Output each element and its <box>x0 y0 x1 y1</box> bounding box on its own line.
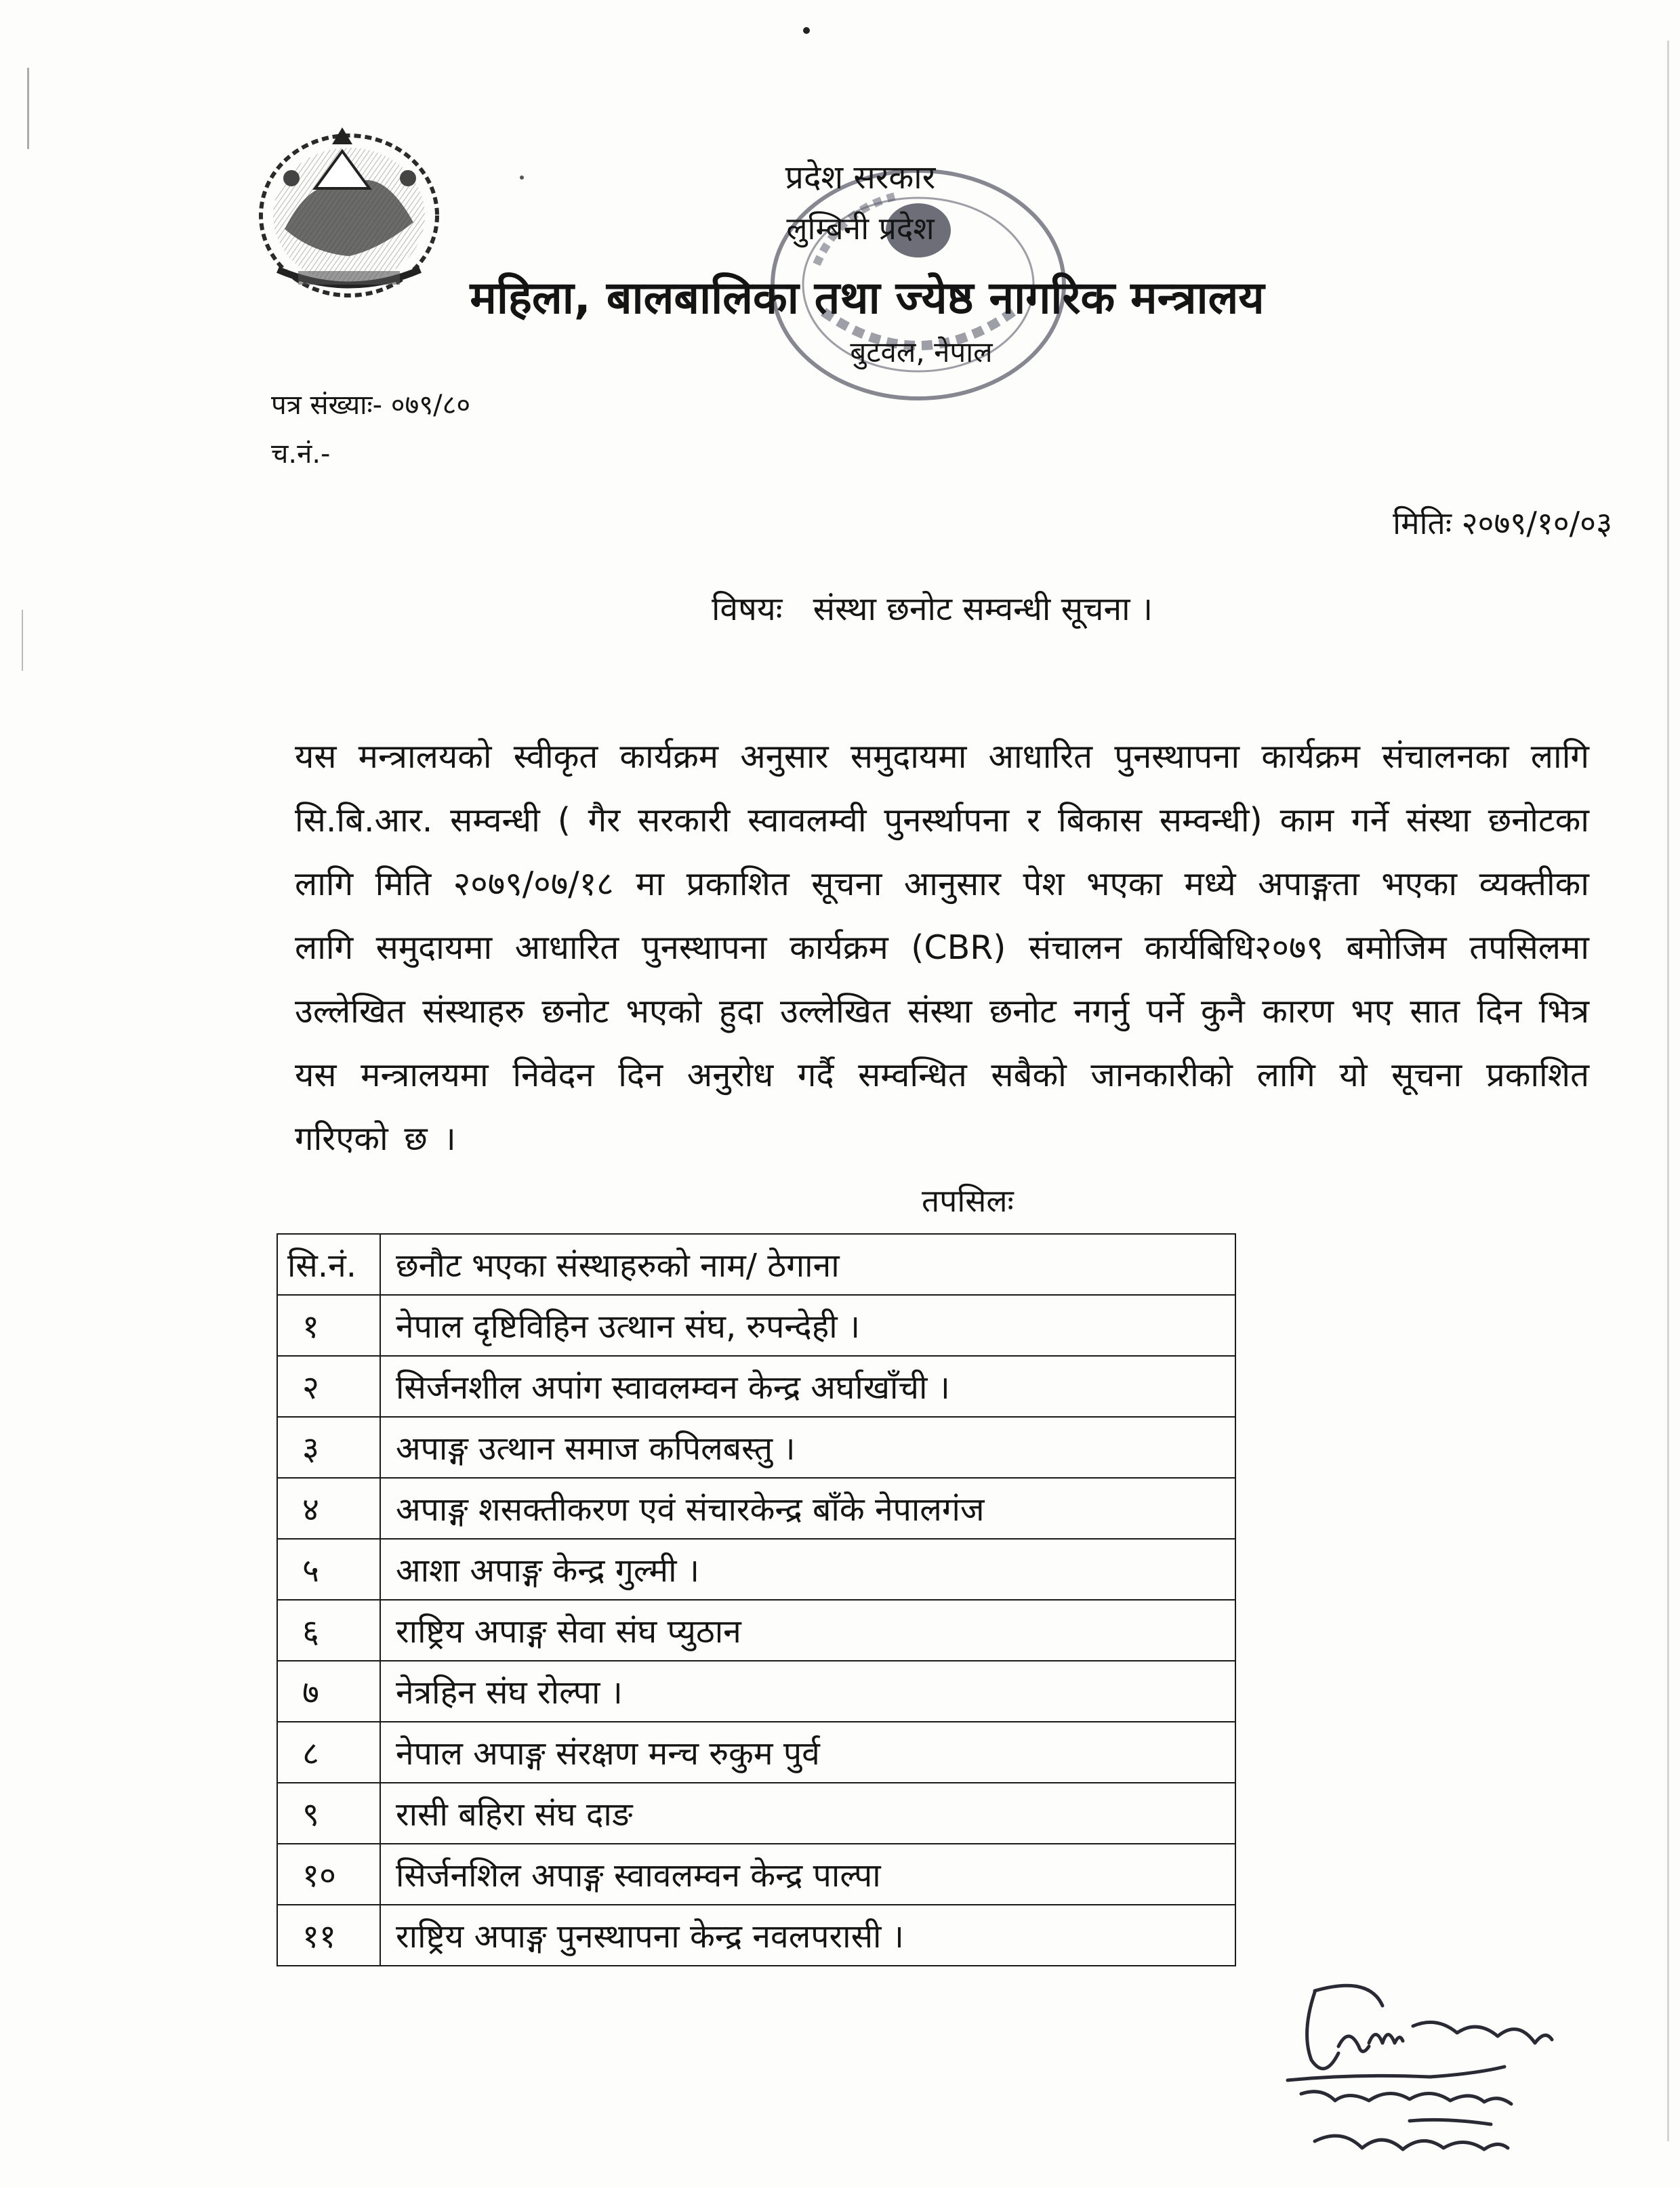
organization-name: अपाङ्ग शसक्तीकरण एवं संचारकेन्द्र बाँके नेपालगंज <box>380 1478 1235 1539</box>
table-row <box>277 1356 1235 1417</box>
letter-date: मितिः २०७९/१०/०३ <box>1393 505 1612 541</box>
organization-name: रासी बहिरा संघ दाङ <box>380 1783 1235 1844</box>
organization-name: अपाङ्ग उत्थान समाज कपिलबस्तु । <box>380 1417 1235 1478</box>
table-row <box>277 1478 1235 1539</box>
row-number: ११ <box>277 1905 380 1966</box>
organization-name: नेपाल अपाङ्ग संरक्षण मन्च रुकुम पुर्व <box>380 1722 1235 1783</box>
table-row <box>277 1417 1235 1478</box>
list-title: तपसिलः <box>922 1182 1014 1219</box>
table-row <box>277 1661 1235 1722</box>
table-row <box>277 1539 1235 1600</box>
row-number: ३ <box>277 1417 380 1478</box>
header-ministry: महिला, बालबालिका तथा ज्येष्ठ नागरिक मन्त्रालय <box>470 272 1265 324</box>
header-government: प्रदेश सरकार <box>785 159 936 197</box>
subject-text: संस्था छनोट सम्वन्धी सूचना । <box>813 590 1153 628</box>
row-number: ९ <box>277 1783 380 1844</box>
organization-name: राष्ट्रिय अपाङ्ग पुनस्थापना केन्द्र नवलपरासी । <box>380 1905 1235 1966</box>
table-row <box>277 1844 1235 1905</box>
row-number: १० <box>277 1844 380 1905</box>
row-number: ७ <box>277 1661 380 1722</box>
organization-name: सिर्जनशील अपांग स्वावलम्वन केन्द्र अर्घाखाँची । <box>380 1356 1235 1417</box>
subject-label: विषयः <box>712 590 783 628</box>
row-number: १ <box>277 1295 380 1356</box>
organization-name: सिर्जनशिल अपाङ्ग स्वावलम्वन केन्द्र पाल्पा <box>380 1844 1235 1905</box>
row-number: ६ <box>277 1600 380 1661</box>
table-row <box>277 1722 1235 1783</box>
subject-line <box>712 586 1153 630</box>
column-header-sn: सि.नं. <box>277 1234 380 1295</box>
organization-name: राष्ट्रिय अपाङ्ग सेवा संघ प्युठान <box>380 1600 1235 1661</box>
table-row <box>277 1783 1235 1844</box>
organization-name: नेत्रहिन संघ रोल्पा । <box>380 1661 1235 1722</box>
row-number: ८ <box>277 1722 380 1783</box>
row-number: ४ <box>277 1478 380 1539</box>
notice-body: यस मन्त्रालयको स्वीकृत कार्यक्रम अनुसार समुदायमा आधारित पुनस्थापना कार्यक्रम संचालनका लागि सि.बि.आर. सम्वन्धी ( गैर सरकारी स्वावलम्वी पुनर्स्थापना र बिकास सम्वन्धी) काम गर्ने संस्था छनोटका लागि मिति २०७९/०७/१८ मा प्रकाशित सूचना आनुसार पेश भएका मध्ये अपाङ्गता भएका व्यक्तीका लागि समुदायमा आधारित पुनस्थापना कार्यक्रम (CBR) संचालन कार्यबिधि२०७९ बमोजिम तपसिलमा उल्लेखित संस्थाहरु छनोट भएको हुदा उल्लेखित संस्था छनोट नगर्नु पर्ने कुनै कारण भए सात दिन भित्र यस मन्त्रालयमा निवेदन दिन अनुरोध गर्दै सम्वन्धित सबैको जानकारीको लागि यो सूचना प्रकाशित गरिएको छ । <box>295 737 1589 1158</box>
table-row <box>277 1295 1235 1356</box>
table-row <box>277 1905 1235 1966</box>
header-province: लुम्बिनी प्रदेश <box>786 210 935 247</box>
organization-name: आशा अपाङ्ग केन्द्र गुल्मी । <box>380 1539 1235 1600</box>
letter-number: पत्र संख्याः- ०७९/८० <box>271 390 471 421</box>
column-header-name: छनौट भएका संस्थाहरुको नाम/ ठेगाना <box>380 1234 1235 1295</box>
organization-name: नेपाल दृष्टिविहिन उत्थान संघ, रुपन्देही । <box>380 1295 1235 1356</box>
header-address: बुटवल, नेपाल <box>850 335 993 369</box>
table-header-row <box>277 1234 1235 1295</box>
row-number: २ <box>277 1356 380 1417</box>
dispatch-number: च.नं.- <box>271 438 331 470</box>
selected-organizations-table <box>276 1233 1236 1966</box>
row-number: ५ <box>277 1539 380 1600</box>
handwritten-signature <box>1274 1979 1613 2182</box>
table-row <box>277 1600 1235 1661</box>
